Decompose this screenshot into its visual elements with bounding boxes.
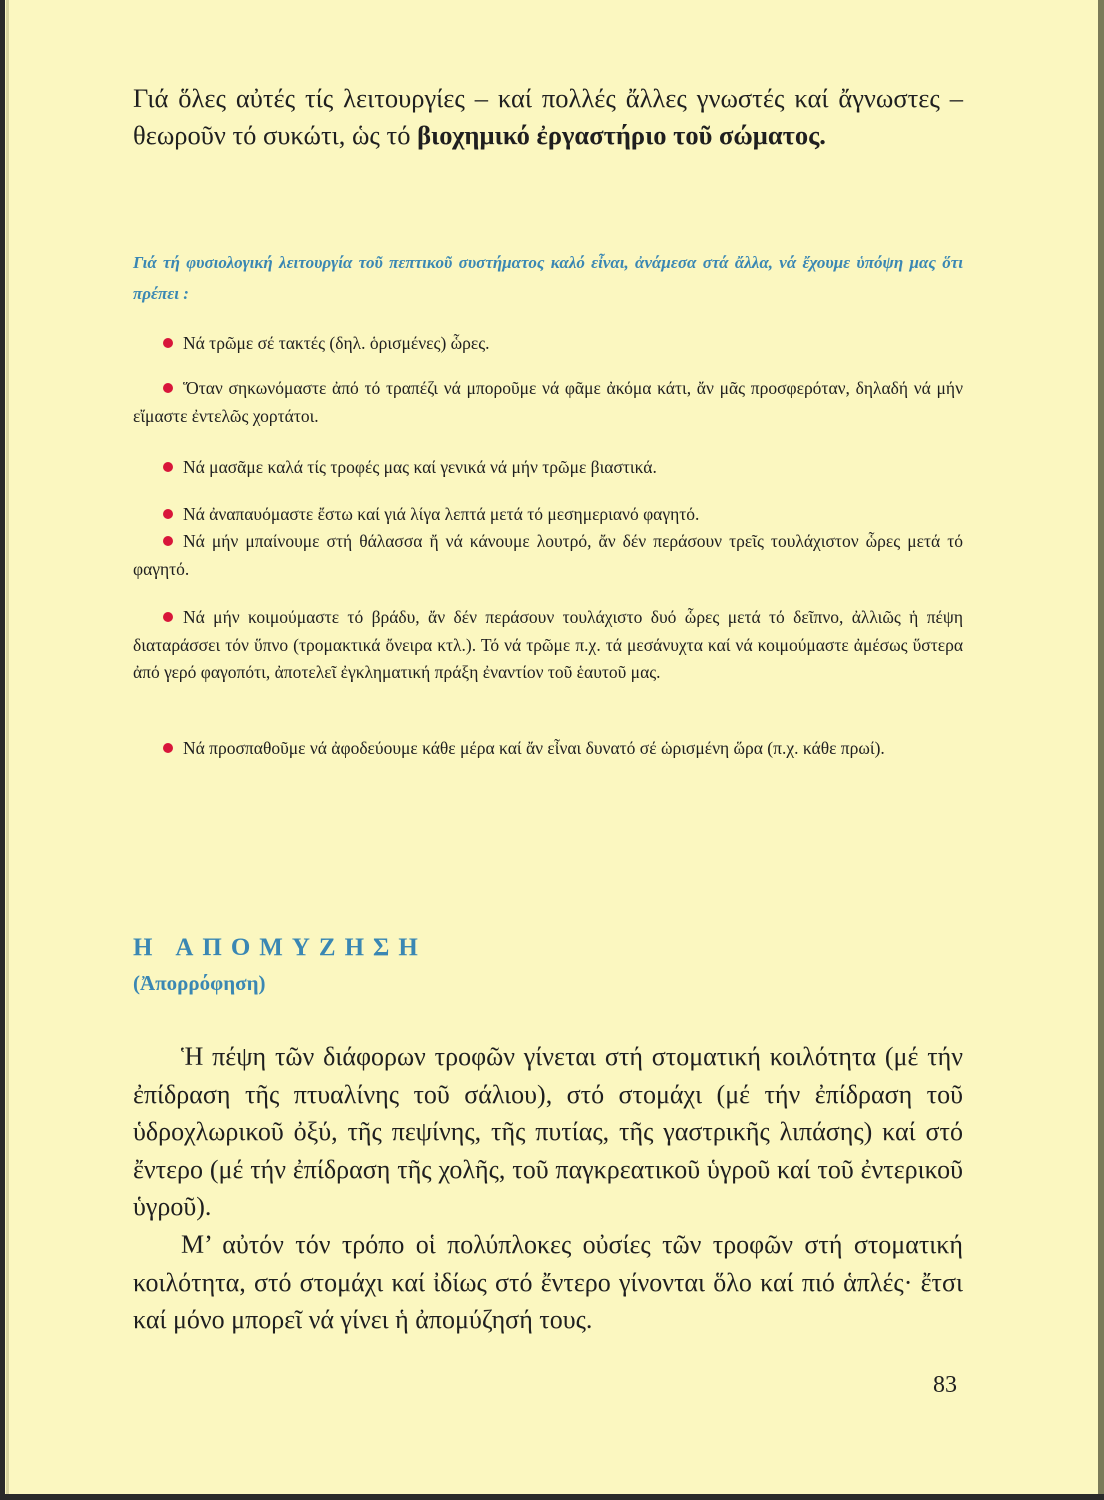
list-item [133,454,963,482]
page-number: 83 [933,1372,957,1398]
page-binding-shadow [6,0,9,1500]
list-item-text: Νά ἀναπαυόμαστε ἔστω καί γιά λίγα λεπτά μετά τό μεσημεριανό φαγητό. [183,504,700,524]
list-item [133,735,963,763]
bullet-icon [163,536,173,546]
bullet-icon [163,743,173,753]
bullet-icon [163,338,173,348]
page-binding-edge [0,0,5,1500]
page-bottom-edge [0,1494,1104,1500]
section-subheading: (Ἀπορρόφηση) [133,971,266,995]
list-item [133,528,963,583]
bullet-icon [163,612,173,622]
list-item-text: Ὅταν σηκωνόμαστε ἀπό τό τραπέζι νά μποροῦμε νά φᾶμε ἀκόμα κάτι, ἄν μᾶς προσφερόταν, δηλαδή νά μήν εἴμαστε ἐντελῶς χορτάτοι. [133,378,963,426]
list-item [133,330,963,358]
list-item-text: Νά προσπαθοῦμε νά ἀφοδεύουμε κάθε μέρα καί ἄν εἶναι δυνατό σέ ὡρισμένη ὥρα (π.χ. κάθε πρωί). [183,738,885,758]
intro-bold-phrase: βιοχημικό ἐργαστήριο τοῦ σώματος. [417,120,826,150]
bullet-icon [163,509,173,519]
list-item-text: Νά τρῶμε σέ τακτές (δηλ. ὁρισμένες) ὧρες. [183,333,490,353]
intro-text: Γιά ὅλες αὐτές τίς λειτουργίες – καί πολλές ἄλλες γνωστές καί ἄγνωστες – θεωροῦν τό συκώτι, ὡς τό [133,83,963,150]
intro-paragraph [133,80,963,154]
body-paragraph: Μ’ αὐτόν τόν τρόπο οἱ πολύπλοκες οὐσίες τῶν τροφῶν στή στοματική κοιλότητα, στό στομάχι καί ἰδίως στό ἔντερο γίνονται ὅλο καί πιό ἁπλές· ἔτσι καί μόνο μπορεῖ νά γίνει ἡ ἀπομύζησή τους. [133,1230,963,1334]
bullet-icon [163,383,173,393]
list-item-text: Νά μασᾶμε καλά τίς τροφές μας καί γενικά νά μήν τρῶμε βιαστικά. [183,457,657,477]
list-item-text: Νά μήν κοιμούμαστε τό βράδυ, ἄν δέν περάσουν τουλάχιστο δυό ὧρες μετά τό δεῖπνο, ἀλλιῶς ἡ πέψη διαταράσσει τόν ὕπνο (τρομακτικά ὄνειρα κτλ.). Τό νά τρῶμε π.χ. τά μεσάνυχτα καί νά κοιμούμαστε ἀμέσως ὕστερα ἀπό γερό φαγοπότι, ἀποτελεῖ ἐγκληματική πράξη ἐναντίον τοῦ ἑαυτοῦ μας. [133,607,963,682]
digestion-note: Γιά τή φυσιολογική λειτουργία τοῦ πεπτικοῦ συστήματος καλό εἶναι, ἀνάμεσα στά ἄλλα, νά ἔχουμε ὑπόψη μας ὅτι πρέπει : [133,253,963,303]
list-item-text: Νά μήν μπαίνουμε στή θάλασσα ἤ νά κάνουμε λουτρό, ἄν δέν περάσουν τρεῖς τουλάχιστον ὧρες μετά τό φαγητό. [133,531,963,579]
section-heading: Η ΑΠΟΜΥΖΗΣΗ [133,934,427,961]
body-paragraph: Ἡ πέψη τῶν διάφορων τροφῶν γίνεται στή στοματική κοιλότητα (μέ τήν ἐπίδραση τῆς πτυαλίνης τοῦ σάλιου), στό στομάχι (μέ τήν ἐπίδραση τοῦ ὑδροχλωρικοῦ ὀξύ, τῆς πεψίνης, τῆς πυτίας, τῆς γαστρικῆς λιπάσης) καί στό ἔντερο (μέ τήν ἐπίδραση τῆς χολῆς, τοῦ παγκρεατικοῦ ὑγροῦ καί τοῦ ἐντερικοῦ ὑγροῦ). [133,1042,963,1221]
list-item [133,604,963,687]
list-item [133,501,963,529]
list-item [133,375,963,430]
bullet-icon [163,462,173,472]
page-right-edge [1098,0,1104,1500]
